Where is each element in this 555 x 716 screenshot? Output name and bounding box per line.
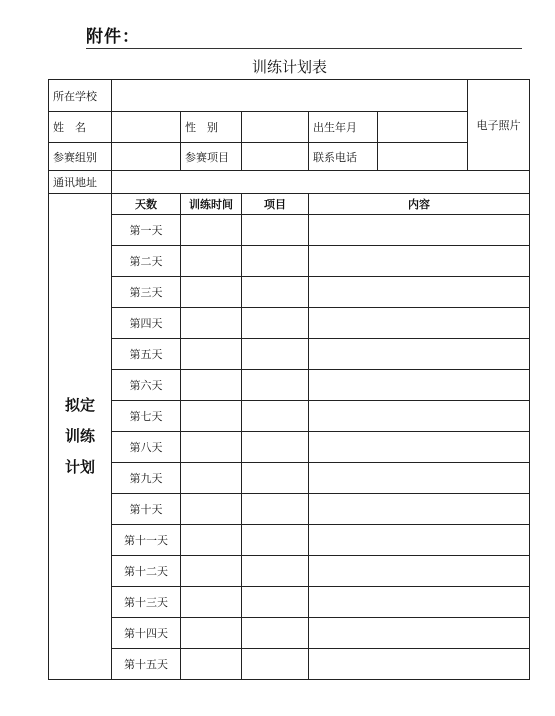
plan-side-line-3: 计划 [64,458,95,476]
content-cell[interactable] [309,246,530,277]
school-label: 所在学校 [49,80,112,112]
content-cell[interactable] [309,370,530,401]
address-field[interactable] [112,171,530,194]
content-cell[interactable] [309,494,530,525]
event-cell[interactable] [242,401,309,432]
phone-field[interactable] [378,143,468,171]
time-cell[interactable] [181,463,242,494]
column-header-event: 项目 [242,194,309,215]
table-row [49,432,530,463]
phone-label: 联系电话 [309,143,378,171]
day-label: 第十天 [112,494,181,525]
group-label: 参赛组别 [49,143,112,171]
table-row [49,246,530,277]
event-cell[interactable] [242,463,309,494]
content-cell[interactable] [309,432,530,463]
event-cell[interactable] [242,277,309,308]
group-field[interactable] [112,143,181,171]
content-cell[interactable] [309,277,530,308]
event-cell[interactable] [242,556,309,587]
birth-field[interactable] [378,112,468,143]
content-cell[interactable] [309,649,530,680]
day-label: 第八天 [112,432,181,463]
event-field[interactable] [242,143,309,171]
day-label: 第十四天 [112,618,181,649]
photo-label: 电子照片 [476,119,521,132]
day-label: 第七天 [112,401,181,432]
name-field[interactable] [112,112,181,143]
time-cell[interactable] [181,308,242,339]
content-cell[interactable] [309,525,530,556]
attachment-label: 附件： [86,27,140,47]
table-row [49,494,530,525]
header-rule [86,48,522,49]
plan-side-line-1: 拟定 [64,396,95,414]
plan-side-line-2: 训练 [64,427,95,445]
time-cell[interactable] [181,618,242,649]
table-row [49,308,530,339]
table-row [49,587,530,618]
gender-label: 性 别 [181,112,242,143]
event-cell[interactable] [242,246,309,277]
column-header-time: 训练时间 [181,194,242,215]
gender-field[interactable] [242,112,309,143]
event-cell[interactable] [242,494,309,525]
birth-label: 出生年月 [309,112,378,143]
content-cell[interactable] [309,339,530,370]
column-header-days: 天数 [112,194,181,215]
table-row [49,277,530,308]
time-cell[interactable] [181,432,242,463]
event-cell[interactable] [242,587,309,618]
day-label: 第四天 [112,308,181,339]
table-row [49,618,530,649]
event-cell[interactable] [242,649,309,680]
name-label: 姓 名 [49,112,112,143]
event-cell[interactable] [242,339,309,370]
school-field[interactable] [112,80,468,112]
event-label: 参赛项目 [181,143,242,171]
time-cell[interactable] [181,494,242,525]
day-label: 第五天 [112,339,181,370]
table-row [49,401,530,432]
time-cell[interactable] [181,525,242,556]
day-label: 第十一天 [112,525,181,556]
content-cell[interactable] [309,308,530,339]
content-cell[interactable] [309,618,530,649]
time-cell[interactable] [181,339,242,370]
time-cell[interactable] [181,649,242,680]
time-cell[interactable] [181,587,242,618]
event-cell[interactable] [242,432,309,463]
time-cell[interactable] [181,370,242,401]
table-row [49,463,530,494]
table-row [49,370,530,401]
table-row [49,556,530,587]
address-label: 通讯地址 [49,171,112,194]
day-label: 第九天 [112,463,181,494]
time-cell[interactable] [181,401,242,432]
content-cell[interactable] [309,556,530,587]
event-cell[interactable] [242,618,309,649]
content-cell[interactable] [309,463,530,494]
plan-side-label [49,194,112,680]
day-label: 第一天 [112,215,181,246]
table-row [49,215,530,246]
time-cell[interactable] [181,215,242,246]
day-label: 第三天 [112,277,181,308]
content-cell[interactable] [309,215,530,246]
day-label: 第二天 [112,246,181,277]
table-row [49,339,530,370]
time-cell[interactable] [181,246,242,277]
table-row [49,649,530,680]
table-row [49,525,530,556]
day-label: 第十三天 [112,587,181,618]
content-cell[interactable] [309,587,530,618]
event-cell[interactable] [242,308,309,339]
column-header-content: 内容 [309,194,530,215]
event-cell[interactable] [242,215,309,246]
day-label: 第十二天 [112,556,181,587]
content-cell[interactable] [309,401,530,432]
training-plan-table [48,79,530,680]
event-cell[interactable] [242,525,309,556]
time-cell[interactable] [181,556,242,587]
photo-box[interactable] [468,80,530,171]
form-title: 训练计划表 [251,58,327,76]
day-label: 第六天 [112,370,181,401]
event-cell[interactable] [242,370,309,401]
time-cell[interactable] [181,277,242,308]
day-label: 第十五天 [112,649,181,680]
